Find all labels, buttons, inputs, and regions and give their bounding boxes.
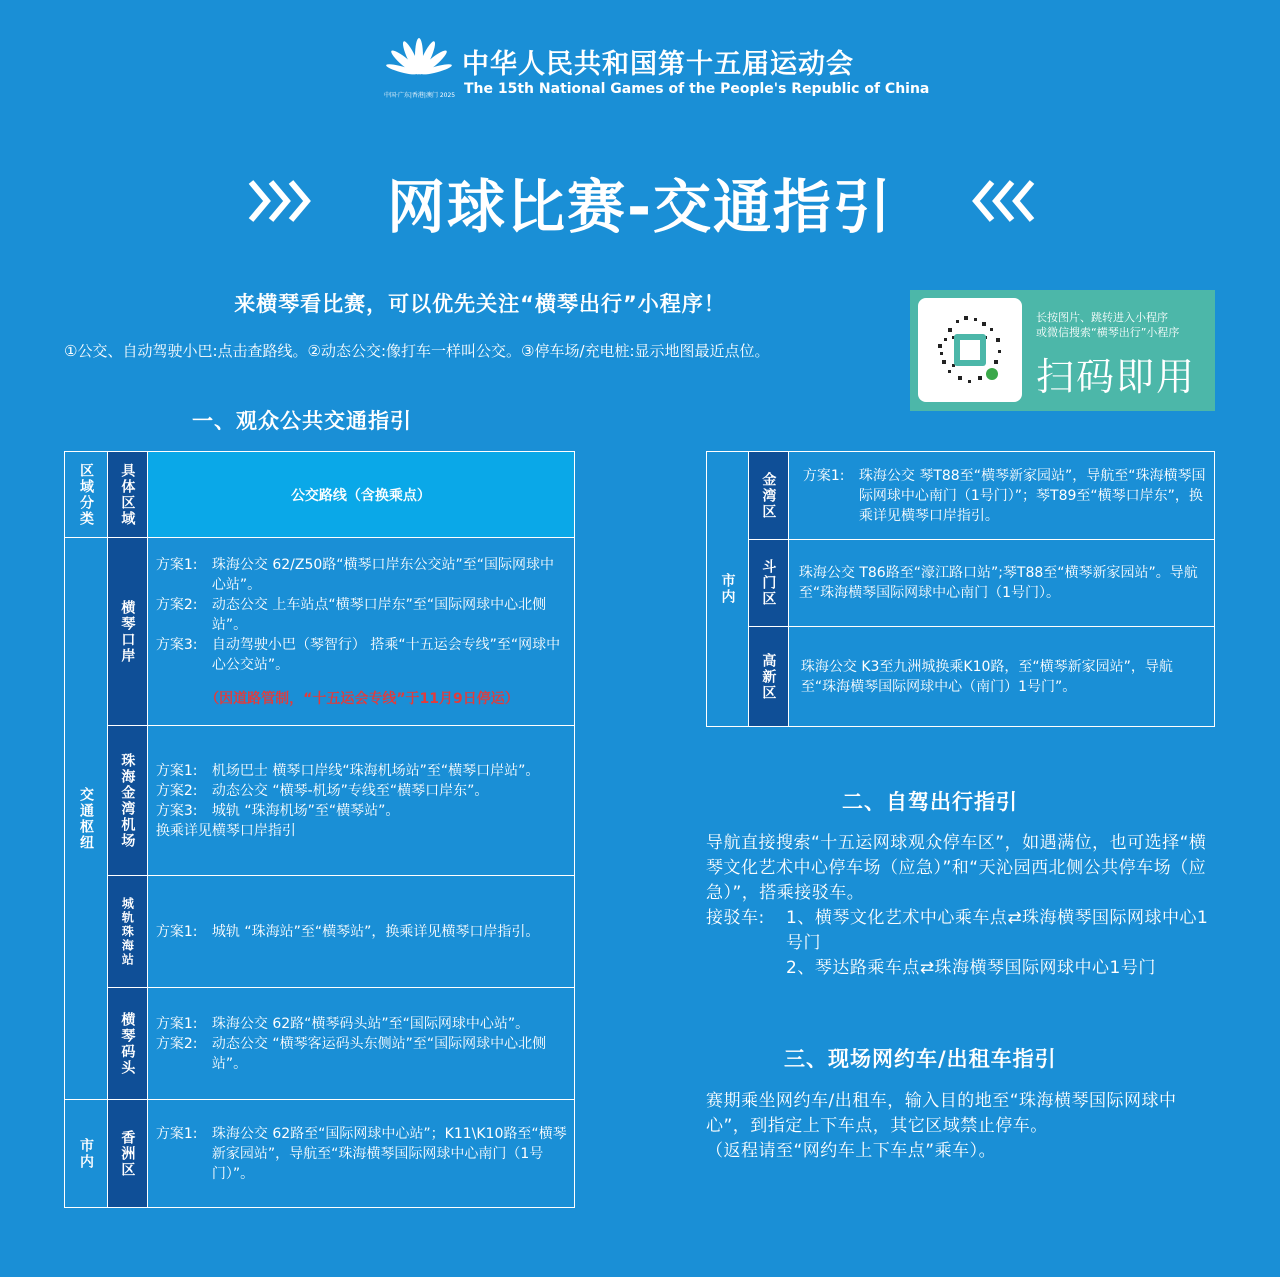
city-transport-table bbox=[706, 451, 1215, 727]
games-title-en: The 15th National Games of the People's Republic of China bbox=[464, 81, 930, 97]
logo-subtitle: 中国·广东|香港|澳门 2025 bbox=[384, 92, 456, 99]
qr-code-icon bbox=[918, 298, 1022, 402]
group-city: 市内 bbox=[65, 1100, 108, 1208]
group-transport-hub: 交通枢纽 bbox=[65, 538, 108, 1100]
route-cell: 珠海公交 K3至九洲城换乘K10路，至“横琴新家园站”，导航至“珠海横琴国际网球中心（南门）1号门”。 bbox=[788, 627, 1214, 727]
section1-title: 一、观众公共交通指引 bbox=[192, 409, 412, 433]
qr-hint: 长按图片、跳转进入小程序 或微信搜索“横琴出行”小程序 bbox=[1036, 311, 1180, 339]
features-text: ①公交、自动驾驶小巴:点击查路线。②动态公交:像打车一样叫公交。③停车场/充电桩:显示地图最近点位。 bbox=[64, 342, 770, 360]
area-xiangzhou: 香洲区 bbox=[107, 1100, 147, 1208]
area-doumen: 斗门区 bbox=[748, 540, 788, 627]
mini-program-card[interactable] bbox=[910, 290, 1215, 411]
suspension-note: （因道路管制，“十五运会专线”于11月9日停运） bbox=[205, 690, 519, 707]
games-header bbox=[384, 34, 930, 104]
scan-to-use-label: 扫码即用 bbox=[1036, 355, 1197, 399]
route-cell: 方案1: 城轨 “珠海站”至“横琴站”，换乘详见横琴口岸指引。 bbox=[147, 876, 574, 988]
shuttle-route-2: 2、琴达路乘车点⇄珠海横琴国际网球中心1号门 bbox=[786, 958, 1156, 978]
games-title-cn: 中华人民共和国第十五届运动会 bbox=[462, 49, 854, 80]
qr-code[interactable] bbox=[918, 298, 1022, 402]
route-cell: 方案1: 珠海公交 62路至“国际网球中心站”；K11\K10路至“横琴新家园站”，导航至“珠海横琴国际网球中心南门（1号门）”。 bbox=[147, 1100, 574, 1208]
header-area: 具体区域 bbox=[107, 452, 147, 538]
route-cell: 方案1: 珠海公交 62路“横琴码头站”至“国际网球中心站”。 方案2: 动态公交 “横琴客运码头东侧站”至“国际网球中心北侧站”。 bbox=[147, 988, 574, 1100]
route-cell: 方案1: 机场巴士 横琴口岸线“珠海机场站”至“横琴口岸站”。 方案2: 动态公交 “横琴-机场”专线至“横琴口岸东”。 方案3: 城轨 “珠海机场”至“横琴站”。 换乘详见横琴口岸指引 bbox=[147, 726, 574, 876]
page-title: 网球比赛-交通指引 bbox=[386, 173, 894, 241]
route-cell: 珠海公交 T86路至“濠江路口站”;琴T88至“横琴新家园站”。导航至“珠海横琴国际网球中心南门（1号门）。 bbox=[788, 540, 1214, 627]
area-hengqin-port: 横琴口岸 bbox=[107, 538, 147, 726]
taxi-text: 赛期乘坐网约车/出租车，输入目的地至“珠海横琴国际网球中心”，到指定上下车点，其它区域禁止停车。 （返程请至“网约车上下车点”乘车）。 bbox=[706, 1091, 1177, 1161]
promo-text: 来横琴看比赛，可以优先关注“横琴出行”小程序！ bbox=[234, 292, 726, 316]
area-zhuhai-station: 城轨珠海站 bbox=[107, 876, 147, 988]
area-gaoxin: 高新区 bbox=[748, 627, 788, 727]
chevron-left-icon bbox=[968, 176, 1038, 226]
public-transport-table bbox=[64, 451, 575, 1208]
section2-title: 二、自驾出行指引 bbox=[842, 790, 1018, 814]
self-drive-text: 导航直接搜索“十五运网球观众停车区”，如遇满位，也可选择“横琴文化艺术中心停车场（应急）”和“天沁园西北侧公共停车场（应急）”，搭乘接驳车。 接驳车: 1、横琴文化艺术中心乘车点⇄珠海横琴国际网球中心1号门 2、琴达路乘车点⇄珠海横琴国际网球中心1号门 bbox=[706, 831, 1218, 981]
section3-title: 三、现场网约车/出租车指引 bbox=[784, 1047, 1057, 1071]
route-cell: 方案1: 珠海公交 琴T88至“横琴新家园站”，导航至“珠海横琴国际网球中心南门（1号门）”；琴T89至“横琴口岸东”，换乘详见横琴口岸指引。 bbox=[788, 452, 1214, 540]
header-region: 区域分类 bbox=[65, 452, 108, 538]
area-jinwan: 金湾区 bbox=[748, 452, 788, 540]
header-route: 公交路线（含换乘点） bbox=[147, 452, 574, 538]
route-cell: 方案1: 珠海公交 62/Z50路“横琴口岸东公交站”至“国际网球中心站”。 方案2: 动态公交 上车站点“横琴口岸东”至“国际网球中心北侧站”。 方案3: 自动驾驶小巴（琴智行） 搭乘“十五运会专线”至“网球中心公交站”。 （因道路管制，“十五运会专线”于11月9日停运） bbox=[147, 538, 574, 726]
group-city-right: 市内 bbox=[707, 452, 749, 727]
shuttle-route-1: 1、横琴文化艺术中心乘车点⇄珠海横琴国际网球中心1号门 bbox=[786, 908, 1209, 953]
area-jinwan-airport: 珠海金湾机场 bbox=[107, 726, 147, 876]
area-hengqin-pier: 横琴码头 bbox=[107, 988, 147, 1100]
